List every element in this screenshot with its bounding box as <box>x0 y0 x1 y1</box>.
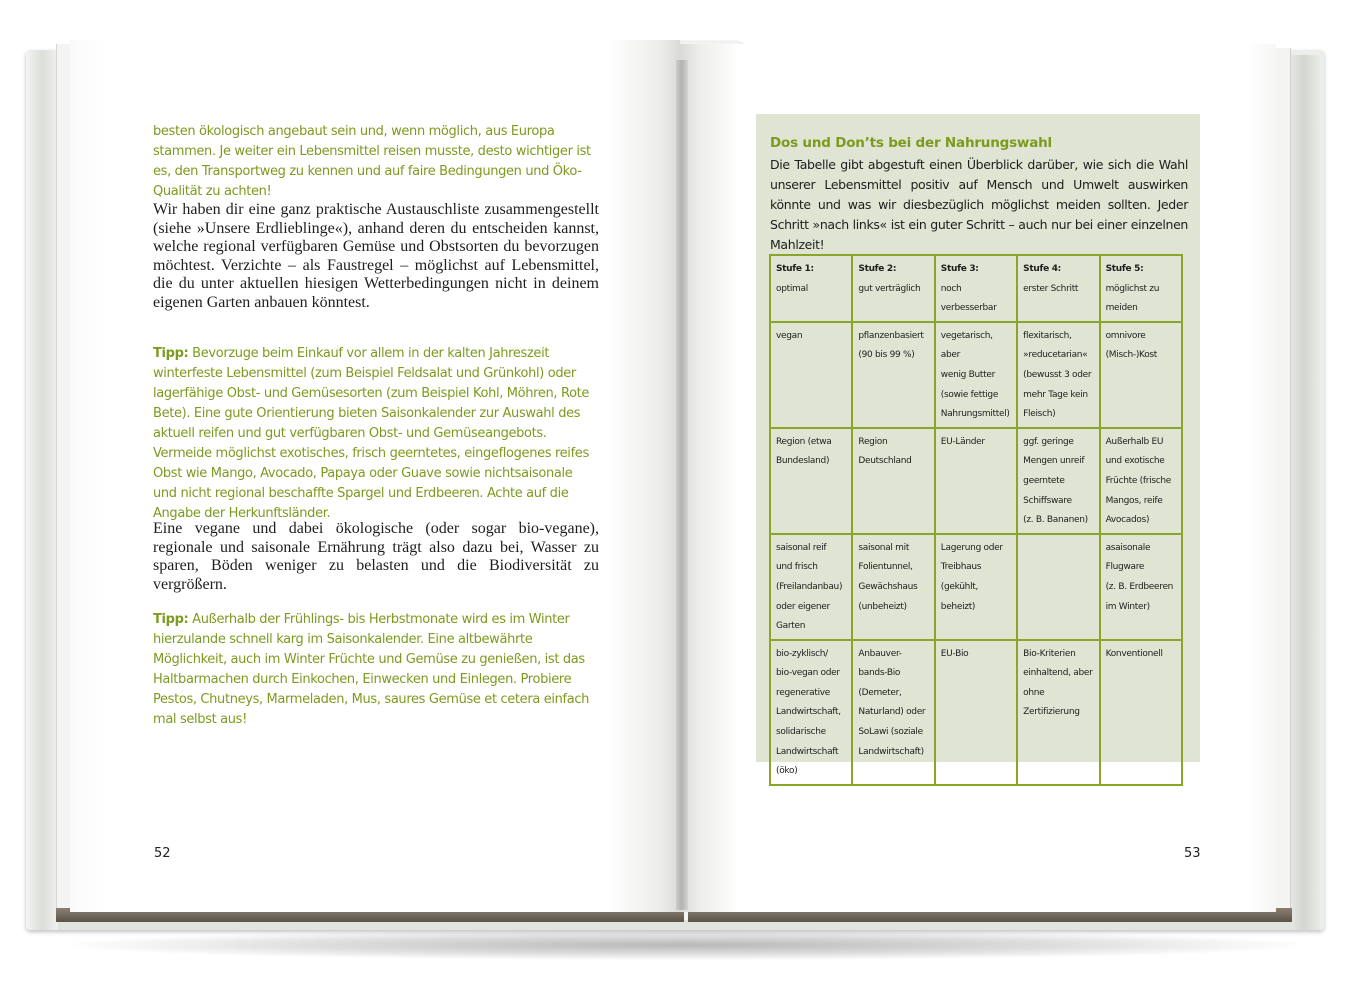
table-cell: Anbauver- bands-Bio (Demeter, Naturland) oder SoLawi (soziale Landwirtschaft) <box>852 640 934 785</box>
table-cell: saisonal reif und frisch (Freilandanbau) oder eigener Garten <box>770 534 852 640</box>
table-header-cell <box>770 255 852 322</box>
table-cell: omnivore (Misch-)Kost <box>1100 322 1182 428</box>
table-cell: ggf. geringe Mengen unreif geerntete Schiffsware (z. B. Bananen) <box>1017 428 1099 534</box>
table-row <box>770 534 1182 640</box>
stage-label: Stufe 5: <box>1105 264 1144 274</box>
tip-label: Tipp: <box>153 612 189 627</box>
stage-label: Stufe 1: <box>776 264 814 274</box>
table-cell: EU-Bio <box>935 640 1017 785</box>
table-header-row <box>770 255 1182 322</box>
table-cell: asaisonale Flugware (z. B. Erdbeeren im Winter) <box>1100 534 1182 640</box>
table-cell: flexitarisch, »reducetarian« (bewusst 3 oder mehr Tage kein Fleisch) <box>1017 322 1099 428</box>
stage-label: Stufe 4: <box>1023 264 1061 274</box>
table-cell: vegetarisch, aber wenig Butter (sowie fettige Nahrungsmittel) <box>935 322 1017 428</box>
table-cell <box>1017 534 1099 640</box>
book-cover-right-edge <box>1290 55 1324 930</box>
table-cell: vegan <box>770 322 852 428</box>
table-cell: Außerhalb EU und exotische Früchte (frische Mangos, reife Avocados) <box>1100 428 1182 534</box>
table-row <box>770 322 1182 428</box>
table-row <box>770 640 1182 785</box>
food-choice-table <box>769 254 1183 786</box>
green-intro-paragraph: besten ökologisch angebaut sein und, wenn möglich, aus Europa stammen. Je weiter ein Lebensmittel reisen musste, desto wichtiger ist es, den Transportweg zu kennen und auf faire Bedingungen und Öko-Qualität zu achten! <box>153 124 591 199</box>
stage-description: erster Schritt <box>1023 283 1079 294</box>
box-title: Dos und Don’ts bei der Nahrungswahl <box>770 135 1052 151</box>
page-number-left: 52 <box>154 846 171 861</box>
table-cell: saisonal mit Folientunnel, Gewächshaus (unbeheizt) <box>852 534 934 640</box>
book-gutter <box>676 60 688 910</box>
tip-label: Tipp: <box>153 346 189 361</box>
stage-label: Stufe 2: <box>858 264 897 274</box>
table-cell: Bio-Kriterien einhaltend, aber ohne Zertifizierung <box>1017 640 1099 785</box>
stage-description: möglichst zu meiden <box>1105 283 1160 314</box>
stage-description: gut verträglich <box>858 283 921 294</box>
stage-description: optimal <box>776 283 808 294</box>
body-paragraph-vegan-diet: Eine vegane und dabei ökologische (oder sogar bio-vegane), regionale und saisonale Ernährung trägt also dazu bei, Wasser zu sparen, Böden weniger zu belasten und die Biodiversität zu vergrößern. <box>153 520 599 593</box>
table-cell: bio-zyklisch/ bio-vegan oder regenerative Landwirtschaft, solidarische Landwirtschaft (öko) <box>770 640 852 785</box>
stage-label: Stufe 3: <box>940 264 979 274</box>
tip-paragraph-winter-food <box>153 344 599 524</box>
table-header-cell <box>935 255 1017 322</box>
table-cell: Region Deutschland <box>852 428 934 534</box>
body-paragraph-exchange-list: Wir haben dir eine ganz praktische Austauschliste zusammengestellt (siehe »Unsere Erdlieblinge«), anhand deren du entscheiden kannst, welche regional verfügbaren Gemüse und Obstsorten du bevorzugen möchtest. Verzichte – als Faustregel – möglichst auf Lebensmittel, die du unter aktuellen hiesigen Wetterbedingungen nicht in deinem eigenen Garten anbauen könntest. <box>153 201 599 311</box>
table-cell: Region (etwa Bundesland) <box>770 428 852 534</box>
table-header-cell <box>1100 255 1182 322</box>
box-intro: Die Tabelle gibt abgestuft einen Überblick darüber, wie sich die Wahl unserer Lebensmittel positiv auf Mensch und Umwelt auswirken könnte und was wir diesbezüglich möglichst meiden sollten. Jeder Schritt »nach links« ist ein guter Schritt – auch nur bei einer einzelnen Mahlzeit! <box>770 157 1188 252</box>
table-header-cell <box>852 255 934 322</box>
table-cell: Lagerung oder Treibhaus (gekühlt, beheizt) <box>935 534 1017 640</box>
book-shadow <box>70 930 1300 960</box>
tip-paragraph-preserving <box>153 610 599 730</box>
page-number-right: 53 <box>1184 846 1201 861</box>
table-row <box>770 428 1182 534</box>
table-cell: pflanzenbasiert (90 bis 99 %) <box>852 322 934 428</box>
tip-text: Bevorzuge beim Einkauf vor allem in der kalten Jahreszeit winterfeste Lebensmittel (zum Beispiel Feldsalat und Grünkohl) oder lagerfähige Obst- und Gemüsesorten (zum Beispiel Kohl, Möhren, Rote Bete). Eine gute Orientierung bieten Saisonkalender zur Auswahl des aktuell reifen und gut verfügbaren Obst- und Gemüseangebots. Vermeide möglichst exotisches, frisch geerntetes, eingeflogenes reifes Obst wie Mango, Avocado, Papaya oder Guave sowie nichtsaisonale und nicht regional beschaffte Spargel und Erdbeeren. Achte auf die Angabe der Herkunftsländer. <box>153 346 590 521</box>
tip-text: Außerhalb der Frühlings- bis Herbstmonate wird es im Winter hierzulande schnell karg im Saisonkalender. Eine altbewährte Möglichkeit, auch im Winter Früchte und Gemüse zu genießen, ist das Haltbarmachen durch Einkochen, Einwecken und Einlegen. Probiere Pestos, Chutneys, Marmeladen, Mus, saures Gemüse et cetera einfach mal selbst aus! <box>153 612 590 727</box>
stage-description: noch verbesserbar <box>940 283 997 314</box>
table-header-cell <box>1017 255 1099 322</box>
table-cell: Konventionell <box>1100 640 1182 785</box>
table-cell: EU-Länder <box>935 428 1017 534</box>
book-cover-left-edge <box>26 50 58 930</box>
